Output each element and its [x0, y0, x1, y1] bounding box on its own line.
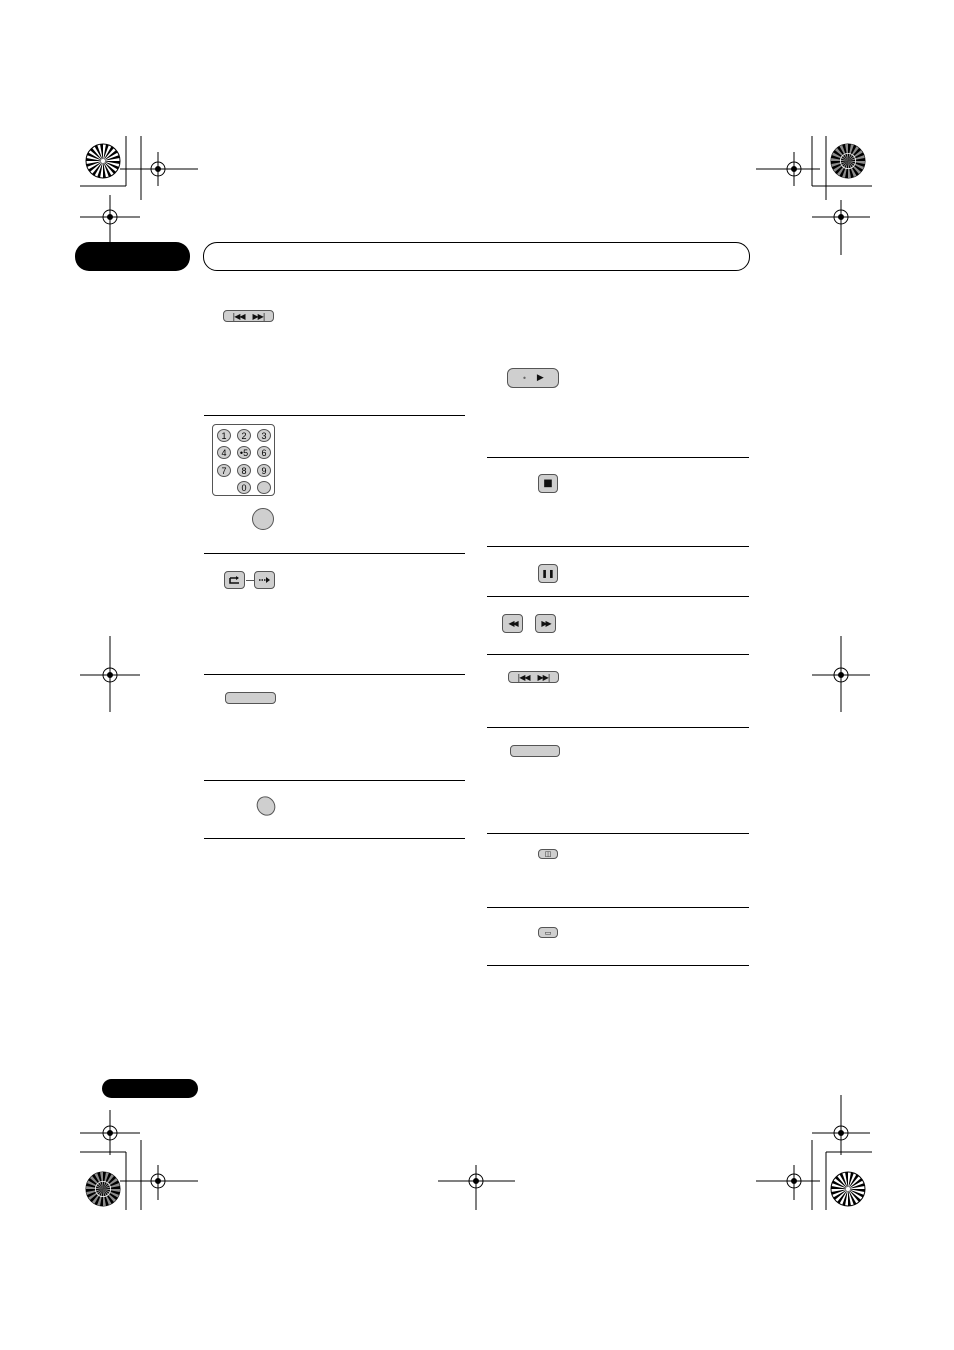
key-3: 3 [257, 429, 271, 442]
registration-target-icon [120, 152, 198, 186]
skip-forward-icon [254, 571, 275, 589]
skip-next-icon: ▶▶| [537, 672, 550, 682]
key-blank [257, 481, 271, 494]
skip-previous-icon: |◀◀ [517, 672, 530, 682]
page-header-bar [203, 242, 750, 271]
key-0: 0 [237, 481, 251, 494]
skip-next-icon: ▶▶| [252, 311, 265, 321]
section-divider [487, 727, 749, 728]
repeat-icon [224, 571, 245, 589]
section-divider [487, 907, 749, 908]
enter-button-icon [252, 508, 274, 530]
pause-glyph: ❚❚ [541, 569, 555, 578]
fast-forward-icon [535, 614, 556, 633]
wide-button-icon [225, 692, 276, 704]
skip-buttons-icon [508, 671, 559, 683]
section-divider [204, 780, 465, 781]
connector-line [246, 580, 254, 581]
key-2: 2 [237, 429, 251, 442]
pause-icon [538, 564, 558, 583]
wide-button-icon [510, 745, 560, 757]
key-7: 7 [217, 464, 231, 477]
subtitle-glyph: ▭ [544, 928, 552, 937]
section-divider [487, 833, 749, 834]
section-divider [487, 457, 749, 458]
starburst-target-icon [86, 1172, 120, 1206]
key-5: •5 [237, 446, 251, 459]
section-divider [487, 654, 749, 655]
section-divider [487, 596, 749, 597]
rewind-icon [502, 614, 523, 633]
stop-icon [538, 474, 558, 493]
rewind-glyph: ◀◀ [508, 619, 517, 628]
key-6: 6 [257, 446, 271, 459]
play-indicator-icon: • [522, 373, 527, 383]
section-divider [204, 838, 465, 839]
play-button-icon [507, 368, 559, 388]
key-8: 8 [237, 464, 251, 477]
subtitle-icon [538, 927, 558, 938]
starburst-target-icon [831, 1172, 865, 1206]
audio-icon [538, 849, 558, 859]
chapter-tab [75, 242, 190, 271]
fast-forward-glyph: ▶▶ [541, 619, 550, 628]
key-1: 1 [217, 429, 231, 442]
page-number-tab [102, 1079, 198, 1098]
skip-buttons-icon [223, 310, 274, 322]
audio-glyph: ◫ [544, 850, 552, 858]
section-divider [487, 546, 749, 547]
starburst-target-icon [86, 144, 120, 178]
key-9: 9 [257, 464, 271, 477]
key-4: 4 [217, 446, 231, 459]
stop-glyph: ■ [543, 478, 553, 489]
skip-previous-icon: |◀◀ [232, 311, 245, 321]
section-divider [487, 965, 749, 966]
section-divider [204, 415, 465, 416]
starburst-target-icon [831, 144, 865, 178]
section-divider [204, 553, 465, 554]
play-icon: ▶ [536, 373, 544, 383]
section-divider [204, 674, 465, 675]
